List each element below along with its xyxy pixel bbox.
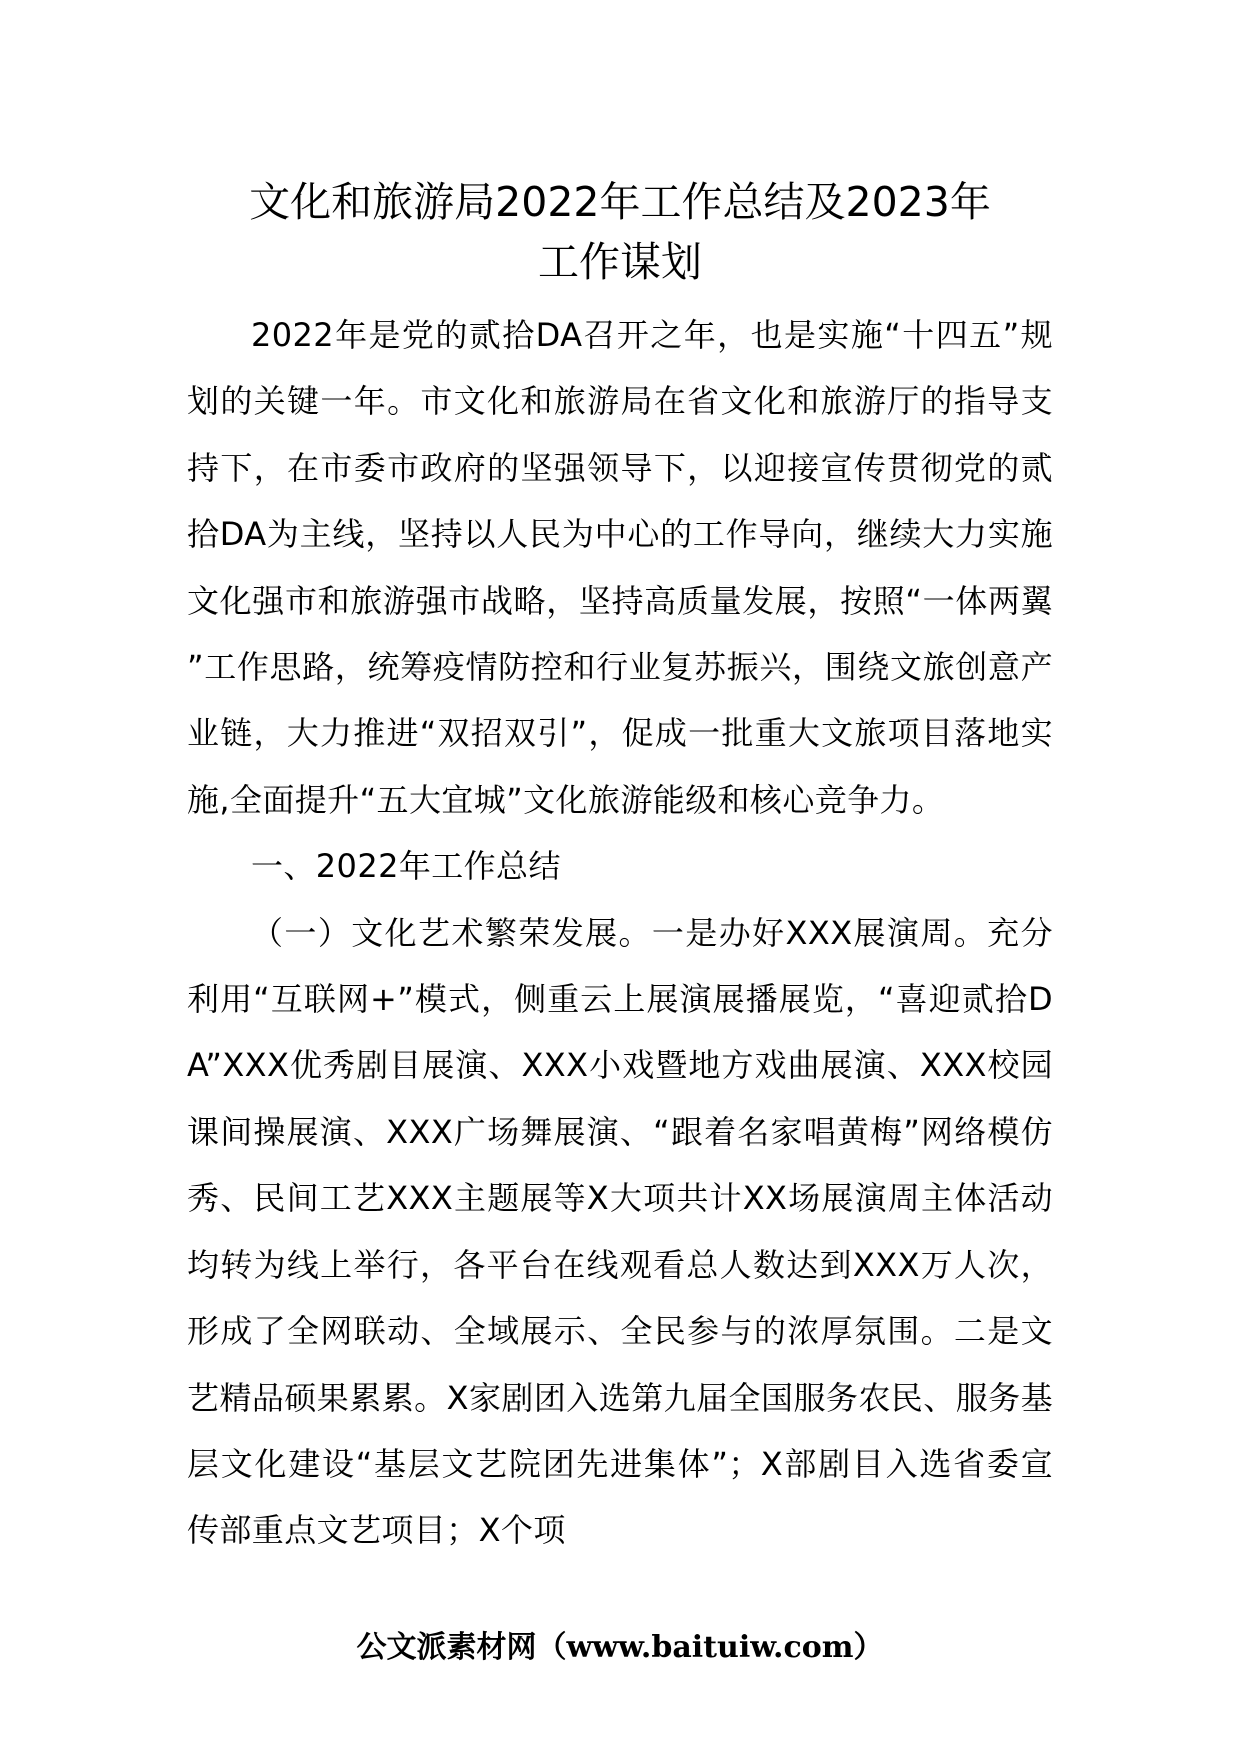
title-line-2: 工作谋划 [538, 238, 702, 286]
intro-paragraph: 2022年是党的贰拾DA召开之年，也是实施“十四五”规划的关键一年。市文化和旅游局在省文化和旅游厅的指导支持下，在市委市政府的坚强领导下，以迎接宣传贯彻党的贰拾DA为主线，坚持以人民为中心的工作导向，继续大力实施文化强市和旅游强市战略，坚持高质量发展，按照“一体两翼”工作思路，统筹疫情防控和行业复苏振兴，围绕文旅创意产业链，大力推进“双招双引”，促成一批重大文旅项目落地实施,全面提升“五大宜城”文化旅游能级和核心竞争力。 [187, 316, 1053, 819]
body-paragraph: （一）文化艺术繁荣发展。一是办好XXX展演周。充分利用“互联网+”模式，侧重云上展演展播展览，“喜迎贰拾DA”XXX优秀剧目展演、XXX小戏暨地方戏曲展演、XXX校园课间操展演、XXX广场舞展演、“跟着名家唱黄梅”网络模仿秀、民间工艺XXX主题展等X大项共计XX场展演周主体活动均转为线上举行，各平台在线观看总人数达到XXX万人次，形成了全网联动、全域展示、全民参与的浓厚氛围。二是文艺精品硕果累累。X家剧团入选第九届全国服务农民、服务基层文化建设“基层文艺院团先进集体”；X部剧目入选省委宣传部重点文艺项目；X个项 [187, 913, 1053, 1550]
title-line-1: 文化和旅游局2022年工作总结及2023年 [249, 178, 991, 226]
document-title [150, 172, 1090, 292]
section-heading: 一、2022年工作总结 [251, 847, 561, 886]
footer-watermark: 公文派素材网（www.baituiw.com） [356, 1630, 884, 1665]
document-body [187, 302, 1053, 1564]
